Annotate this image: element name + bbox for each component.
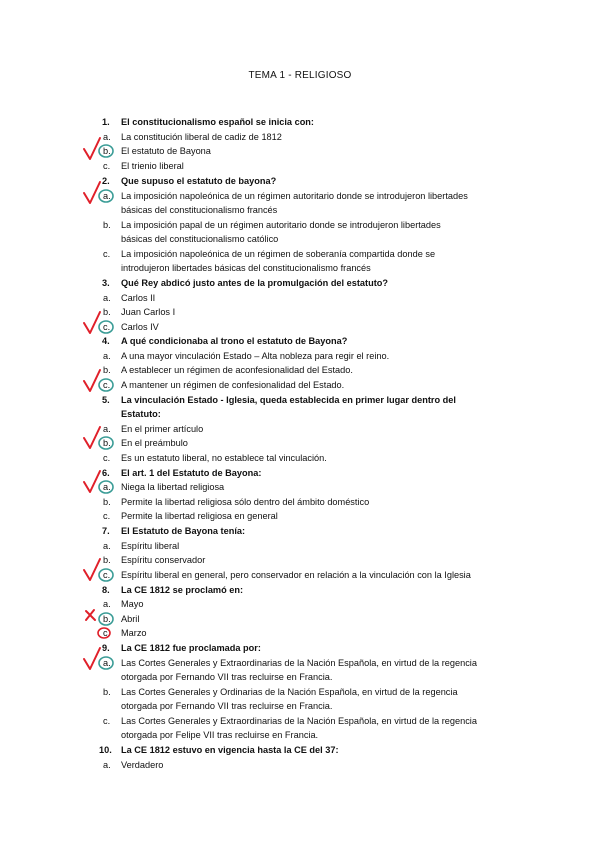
option-letter: b. bbox=[103, 497, 111, 507]
option-text: Espíritu conservador bbox=[121, 555, 206, 565]
option-letter: a. bbox=[103, 132, 111, 142]
question-text: A qué condicionaba al trono el estatuto de Bayona? bbox=[121, 336, 348, 346]
option-letter: c. bbox=[103, 322, 111, 332]
answer-circle-icon bbox=[99, 190, 113, 202]
option-letter: a. bbox=[103, 541, 111, 551]
option-letter: c. bbox=[103, 249, 111, 259]
option-letter: b. bbox=[103, 307, 111, 317]
option-text: A una mayor vinculación Estado – Alta nobleza para regir el reino. bbox=[121, 351, 390, 361]
answer-circle-icon bbox=[99, 321, 113, 333]
option-text: Permite la libertad religiosa sólo dentro del ámbito doméstico bbox=[121, 497, 370, 507]
option-letter: b. bbox=[103, 220, 111, 230]
option-letter: c. bbox=[103, 161, 111, 171]
option-letter: b. bbox=[103, 146, 111, 156]
option-letter: a. bbox=[103, 191, 111, 201]
checkmark-icon bbox=[84, 648, 100, 669]
option-letter: c. bbox=[103, 628, 111, 638]
option-text: El estatuto de Bayona bbox=[121, 146, 211, 156]
option-text: A establecer un régimen de aconfesionalidad del Estado. bbox=[121, 365, 353, 375]
option-text: otorgada por Fernando VII tras recluirse en Francia. bbox=[121, 672, 333, 682]
option-letter: c. bbox=[103, 511, 111, 521]
option-text: Las Cortes Generales y Ordinarias de la Nación Española, en virtud de la regencia bbox=[121, 687, 458, 697]
question-number: 2. bbox=[102, 176, 110, 186]
option-text: Espíritu liberal en general, pero conservador en relación a la vinculación con la Iglesia bbox=[121, 570, 471, 580]
document-title: TEMA 1 - RELIGIOSO bbox=[248, 70, 352, 81]
option-text: introdujeron libertades básicas del constitucionalismo francés bbox=[121, 263, 371, 273]
option-letter: a. bbox=[103, 599, 111, 609]
option-letter: c. bbox=[103, 716, 111, 726]
option-text: Espíritu liberal bbox=[121, 541, 180, 551]
option-letter: a. bbox=[103, 351, 111, 361]
option-text: básicas del constitucionalismo francés bbox=[121, 205, 278, 215]
answer-circle-icon bbox=[99, 613, 113, 625]
option-letter: b. bbox=[103, 687, 111, 697]
answer-circle-icon bbox=[99, 481, 113, 493]
option-letter: a. bbox=[103, 760, 111, 770]
option-letter: c. bbox=[103, 453, 111, 463]
question-number: 8. bbox=[102, 585, 110, 595]
option-letter: b. bbox=[103, 438, 111, 448]
checkmark-icon bbox=[84, 138, 100, 159]
option-letter: c. bbox=[103, 570, 111, 580]
checkmark-icon bbox=[84, 427, 100, 448]
answer-circle-icon bbox=[99, 569, 113, 581]
question-number: 1. bbox=[102, 117, 110, 127]
option-text: La imposición napoleónica de un régimen autoritario donde se introdujeron libertades bbox=[121, 191, 468, 201]
checkmark-icon bbox=[84, 559, 100, 580]
option-text: El trienio liberal bbox=[121, 161, 184, 171]
option-letter: b. bbox=[103, 614, 111, 624]
question-number: 6. bbox=[102, 468, 110, 478]
answer-circle-icon bbox=[99, 379, 113, 391]
checkmark-icon bbox=[84, 312, 100, 333]
option-text: otorgada por Felipe VII tras recluirse en Francia. bbox=[121, 730, 319, 740]
option-text: En el preámbulo bbox=[121, 438, 188, 448]
option-text: Es un estatuto liberal, no establece tal vinculación. bbox=[121, 453, 327, 463]
cross-mark-icon bbox=[86, 610, 95, 620]
option-letter: a. bbox=[103, 293, 111, 303]
option-letter: b. bbox=[103, 555, 111, 565]
option-text: Niega la libertad religiosa bbox=[121, 482, 225, 492]
question-number: 7. bbox=[102, 526, 110, 536]
option-text: Permite la libertad religiosa en general bbox=[121, 511, 278, 521]
question-text: La CE 1812 estuvo en vigencia hasta la CE del 37: bbox=[121, 745, 339, 755]
option-text: La constitución liberal de cadiz de 1812 bbox=[121, 132, 282, 142]
question-text: Que supuso el estatuto de bayona? bbox=[121, 176, 277, 186]
option-text: La imposición napoleónica de un régimen de soberanía compartida donde se bbox=[121, 249, 436, 259]
checkmark-icon bbox=[84, 370, 100, 391]
option-text: Verdadero bbox=[121, 760, 164, 770]
answer-circle-icon bbox=[99, 657, 113, 669]
option-text: Juan Carlos I bbox=[121, 307, 176, 317]
question-text: Qué Rey abdicó justo antes de la promulgación del estatuto? bbox=[121, 278, 388, 288]
question-number: 9. bbox=[102, 643, 110, 653]
question-number: 5. bbox=[102, 395, 110, 405]
option-letter: a. bbox=[103, 658, 111, 668]
option-letter: a. bbox=[103, 424, 111, 434]
option-letter: c. bbox=[103, 380, 111, 390]
option-text: Carlos II bbox=[121, 293, 156, 303]
option-text: Las Cortes Generales y Extraordinarias de la Nación Española, en virtud de la regencia bbox=[121, 716, 477, 726]
checkmark-icon bbox=[84, 471, 100, 492]
option-letter: a. bbox=[103, 482, 111, 492]
answer-circle-icon bbox=[98, 628, 110, 638]
option-text: Las Cortes Generales y Extraordinarias de la Nación Española, en virtud de la regencia bbox=[121, 658, 477, 668]
option-text: Mayo bbox=[121, 599, 144, 609]
question-number: 3. bbox=[102, 278, 110, 288]
option-text: Abril bbox=[121, 614, 140, 624]
question-text: La CE 1812 fue proclamada por: bbox=[121, 643, 261, 653]
question-text: El Estatuto de Bayona tenía: bbox=[121, 526, 246, 536]
answer-circle-icon bbox=[99, 145, 113, 157]
option-text: Marzo bbox=[121, 628, 147, 638]
question-text: La vinculación Estado - Iglesia, queda establecida en primer lugar dentro del bbox=[121, 395, 456, 405]
question-number: 4. bbox=[102, 336, 110, 346]
question-text: Estatuto: bbox=[121, 409, 161, 419]
option-text: La imposición papal de un régimen autoritario donde se introdujeron libertades bbox=[121, 220, 441, 230]
question-number: 10. bbox=[99, 745, 112, 755]
question-text: La CE 1812 se proclamó en: bbox=[121, 585, 244, 595]
answer-circle-icon bbox=[99, 437, 113, 449]
option-text: otorgada por Fernando VII tras recluirse en Francia. bbox=[121, 701, 333, 711]
option-text: A mantener un régimen de confesionalidad del Estado. bbox=[121, 380, 345, 390]
option-text: básicas del constitucionalismo católico bbox=[121, 234, 279, 244]
option-text: En el primer artículo bbox=[121, 424, 204, 434]
option-letter: b. bbox=[103, 365, 111, 375]
question-text: El constitucionalismo español se inicia con: bbox=[121, 117, 314, 127]
checkmark-icon bbox=[84, 182, 100, 203]
option-text: Carlos IV bbox=[121, 322, 159, 332]
question-text: El art. 1 del Estatuto de Bayona: bbox=[121, 468, 262, 478]
